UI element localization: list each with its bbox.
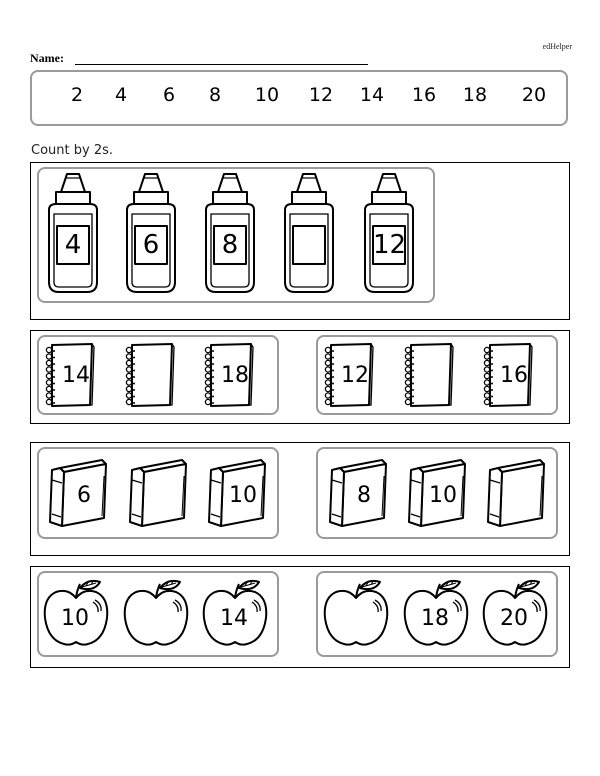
number-line-item: 6 <box>162 84 176 106</box>
glue-bottle-item <box>119 170 183 294</box>
number-line <box>30 70 568 126</box>
notebook-item <box>482 342 534 408</box>
number-line-item: 10 <box>254 84 280 106</box>
apple-item <box>400 578 472 648</box>
apple-number: 14 <box>220 606 248 631</box>
glue-bottle-number: 4 <box>64 230 82 260</box>
book-item <box>205 456 267 528</box>
name-field[interactable] <box>75 64 368 65</box>
apple-number: 20 <box>500 606 528 631</box>
book-number: 6 <box>77 483 91 508</box>
book-number: 8 <box>357 483 371 508</box>
number-line-item: 14 <box>359 84 385 106</box>
notebook-answer-blank[interactable] <box>140 356 172 396</box>
number-line-item: 4 <box>114 84 128 106</box>
book-item <box>126 456 188 528</box>
notebook-number: 16 <box>500 363 528 388</box>
book-item <box>46 456 108 528</box>
glue-bottle-number: 8 <box>221 230 239 260</box>
instruction-text: Count by 2s. <box>31 143 113 158</box>
book-item <box>326 456 388 528</box>
notebook-number: 18 <box>221 363 249 388</box>
book-answer-blank[interactable] <box>142 478 186 514</box>
brand-label: edHelper <box>542 42 572 51</box>
name-label: Name: <box>30 51 64 65</box>
apple-answer-blank[interactable] <box>130 602 180 636</box>
book-number: 10 <box>229 483 257 508</box>
number-line-item: 12 <box>308 84 334 106</box>
book-item <box>405 456 467 528</box>
glue-bottle-number: 6 <box>142 230 160 260</box>
glue-bottle-number: 12 <box>373 230 407 260</box>
book-item <box>484 456 546 528</box>
notebook-item <box>323 342 375 408</box>
notebook-number: 14 <box>62 363 90 388</box>
apple-number: 18 <box>421 606 449 631</box>
apple-item <box>120 578 192 648</box>
notebook-item <box>403 342 455 408</box>
apple-item <box>479 578 551 648</box>
glue-bottle-item <box>357 170 421 294</box>
apple-item <box>320 578 392 648</box>
number-line-item: 8 <box>208 84 222 106</box>
glue-bottle-item <box>41 170 105 294</box>
notebook-answer-blank[interactable] <box>419 356 451 396</box>
apple-number: 10 <box>61 606 89 631</box>
number-line-item: 16 <box>411 84 437 106</box>
number-line-item: 2 <box>70 84 84 106</box>
glue-bottle-item <box>277 170 341 294</box>
book-number: 10 <box>429 483 457 508</box>
apple-item <box>40 578 112 648</box>
number-line-item: 20 <box>521 84 547 106</box>
book-answer-blank[interactable] <box>500 478 544 514</box>
apple-item <box>199 578 271 648</box>
notebook-number: 12 <box>341 363 369 388</box>
apple-answer-blank[interactable] <box>330 602 380 636</box>
glue-bottle-answer-blank[interactable] <box>293 228 325 262</box>
notebook-item <box>44 342 96 408</box>
notebook-item <box>203 342 255 408</box>
glue-bottle-item <box>198 170 262 294</box>
notebook-item <box>124 342 176 408</box>
number-line-item: 18 <box>462 84 488 106</box>
